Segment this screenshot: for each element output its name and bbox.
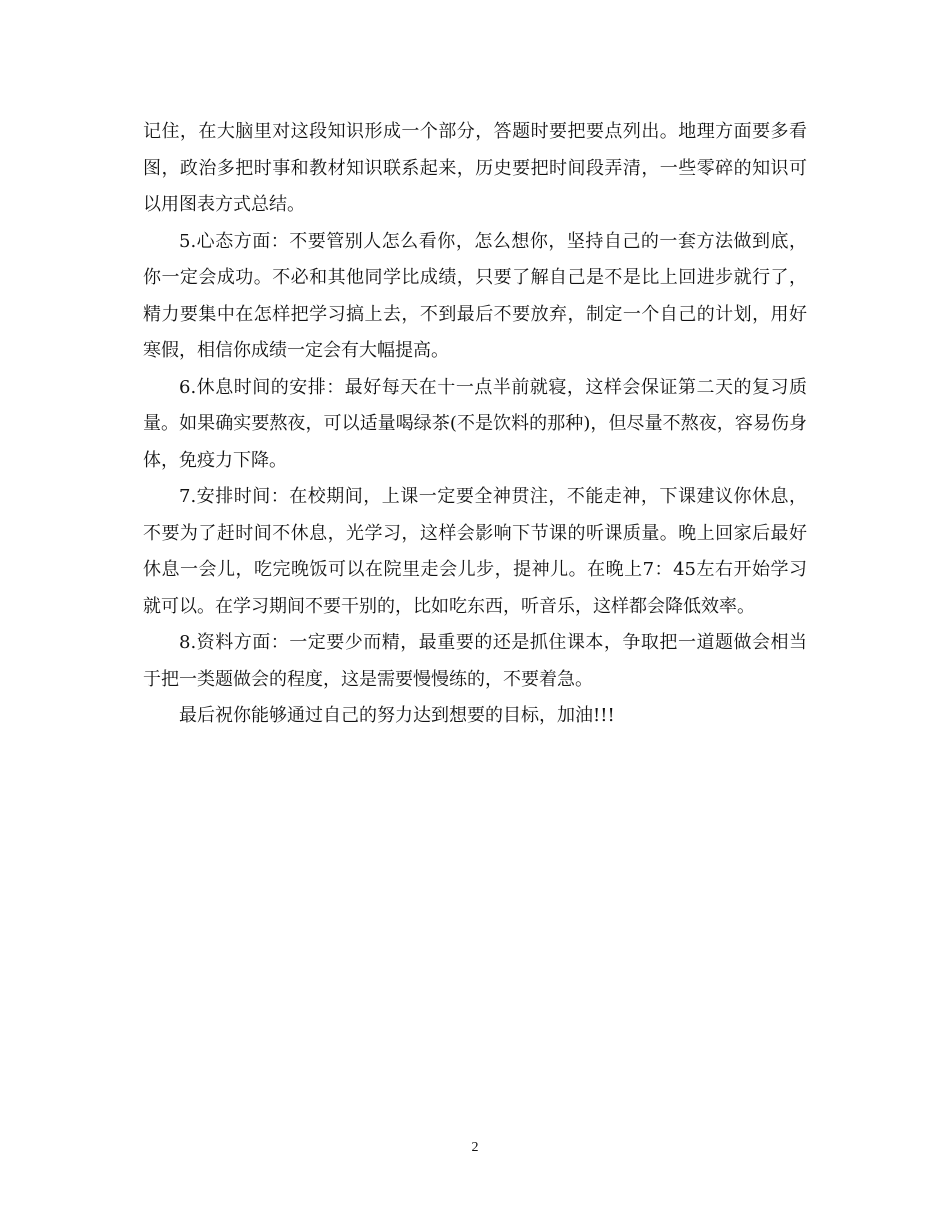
page-number: 2 <box>471 1140 479 1155</box>
paragraph-materials: 8.资料方面：一定要少而精，最重要的还是抓住课本，争取把一道题做会相当于把一类题做会的程度，这是需要慢慢练的，不要着急。 <box>143 632 807 690</box>
paragraph-rest-schedule: 6.休息时间的安排：最好每天在十一点半前就寝，这样会保证第二天的复习质量。如果确实要熬夜，可以适量喝绿茶(不是饮料的那种)，但尽量不熬夜，容易伤身体，免疫力下降。 <box>143 376 807 471</box>
paragraph-closing: 最后祝你能够通过自己的努力达到想要的目标，加油!!! <box>179 705 615 726</box>
paragraph-mindset: 5.心态方面：不要管别人怎么看你，怎么想你，坚持自己的一套方法做到底，你一定会成功。不必和其他同学比成绩，只要了解自己是不是比上回进步就行了，精力要集中在怎样把学习搞上去，不到最后不要放弃，制定一个自己的计划，用好寒假，相信你成绩一定会有大幅提高。 <box>143 230 807 361</box>
paragraph-time-arrangement: 7.安排时间：在校期间，上课一定要全神贯注，不能走神，下课建议你休息，不要为了赶时间不休息，光学习，这样会影响下节课的听课质量。晚上回家后最好休息一会儿，吃完晚饭可以在院里走会儿步，提神儿。在晚上7：45左右开始学习就可以。在学习期间不要干别的，比如吃东西，听音乐，这样都会降低效率。 <box>143 486 807 617</box>
paragraph-continued: 记住，在大脑里对这段知识形成一个部分，答题时要把要点列出。地理方面要多看图，政治多把时事和教材知识联系起来，历史要把时间段弄清，一些零碎的知识可以用图表方式总结。 <box>143 121 807 215</box>
document-body <box>143 114 807 735</box>
